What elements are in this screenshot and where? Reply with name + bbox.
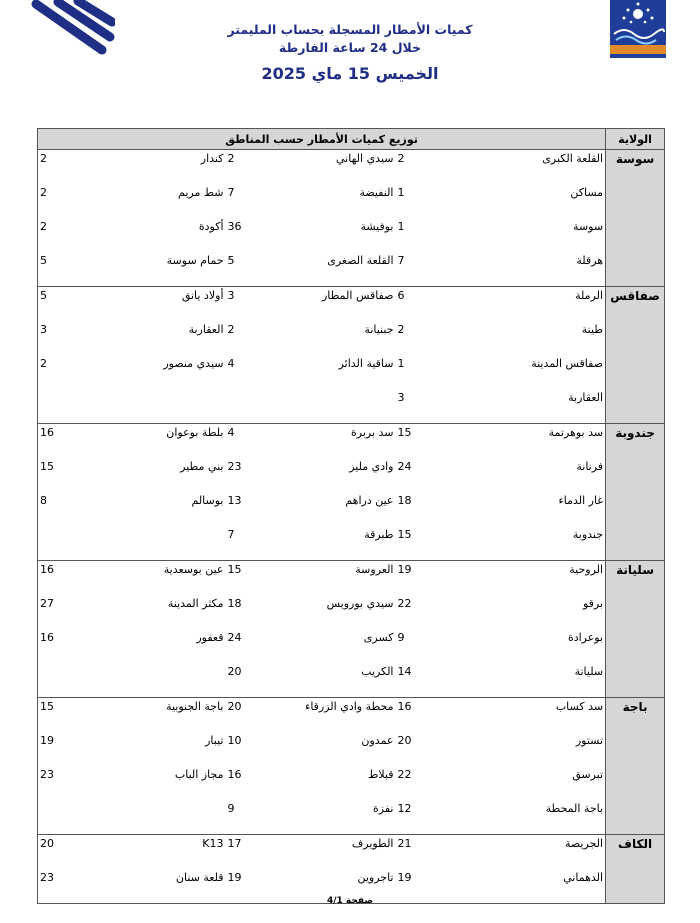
station-name: برقو [582,597,604,610]
station-name: أكودة [198,220,224,233]
rainfall-value: 14 [396,663,426,698]
rainfall-value: 13 [227,494,242,507]
rainfall-value: 7 [226,526,251,561]
distribution-header: توزيع كميات الأمطار حسب المناطق [38,129,606,150]
report-title: كميات الأمطار المسجلة بحساب المليمتر [227,22,473,37]
rainfall-value: 2 [397,323,405,336]
rainfall-value: 3 [396,389,426,424]
rainfall-value: 2 [226,150,251,185]
governorate-cell: جندوبة [606,424,665,561]
rainfall-value: 7 [396,252,426,287]
rainfall-value: 36 [227,220,242,233]
station-name: سوسة [573,220,604,233]
station-name: تستور [575,734,604,747]
table-row [38,561,665,596]
rainfall-value: 17 [226,835,251,870]
station-name: الروحية [426,561,606,596]
station-name: قعفور [196,631,224,644]
rainfall-value: 21 [396,835,426,870]
rainfall-value: 3 [38,321,81,355]
table-row [38,252,665,287]
page-number: صفحة 4/1 [326,896,374,906]
rainfall-value: 2 [38,355,81,389]
governorate-cell: سوسة [606,150,665,287]
rainfall-value: 1 [397,357,405,370]
rainfall-value: 15 [396,424,426,459]
decorative-stripes [30,0,115,70]
table-row [38,526,665,561]
table-row [38,218,665,252]
station-name: تيبار [205,734,224,747]
rainfall-value: 22 [397,597,412,610]
rainfall-value: 5 [38,252,81,287]
rainfall-value: 1 [397,186,405,199]
station-name: صفاقس المطار [251,287,396,322]
station-name: بني مطير [180,460,224,473]
rainfall-value: 1 [397,220,405,233]
station-name: نفزة [251,800,396,835]
table-row [38,492,665,526]
rainfall-value: 24 [397,460,412,473]
table-row [38,424,665,459]
station-name: بوسالم [191,494,224,507]
station-name: بلطة بوعوان [81,424,226,459]
rainfall-value: 23 [38,869,81,904]
table-row [38,184,665,218]
station-name: العروسة [251,561,396,596]
rainfall-value: 22 [397,768,412,781]
governorate-cell: صفاقس [606,287,665,424]
station-name: سد كساب [426,698,606,733]
station-name: القلعة الكبرى [426,150,606,185]
rainfall-value: 20 [397,734,412,747]
station-name: سد بوهرتمة [426,424,606,459]
station-name: بوعرادة [567,631,604,644]
station-name: النفيضة [359,186,394,199]
table-row [38,629,665,663]
station-name: كسرى [363,631,394,644]
station-name [251,389,396,424]
table-row [38,732,665,766]
station-name: الجريصة [426,835,606,870]
station-name: فرنانة [576,460,604,473]
rainfall-value: 16 [38,561,81,596]
rainfall-value: 20 [226,698,251,733]
station-name [81,526,226,561]
rainfall-value: 19 [226,869,251,904]
table-row [38,663,665,698]
station-name: القلعة الصغرى [251,252,396,287]
table-row [38,835,665,870]
station-name: K13 [81,835,226,870]
report-subtitle: خلال 24 ساعة الفارطة [278,40,422,55]
rainfall-value: 15 [38,458,81,492]
rainfall-value: 18 [397,494,412,507]
station-name: سيدي الهاني [251,150,396,185]
station-name: عين دراهم [345,494,394,507]
station-name: عمدون [361,734,394,747]
station-name: سد بربرة [251,424,396,459]
station-name: سيدي بورويس [326,597,394,610]
rainfall-value: 2 [396,150,426,185]
rainfall-value [38,526,81,561]
rainfall-value: 9 [397,631,405,644]
table-row [38,766,665,800]
station-name: باجة الجنوبية [81,698,226,733]
rainfall-value: 6 [396,287,426,322]
station-name: هرقلة [426,252,606,287]
governorate-cell: الكاف [606,835,665,904]
station-name: جندوبة [426,526,606,561]
rainfall-value: 2 [38,184,81,218]
rainfall-value: 5 [38,287,81,322]
station-name: طينة [581,323,604,336]
station-name: صفاقس المدينة [531,357,604,370]
governorate-cell: باجة [606,698,665,835]
station-name: مساكن [570,186,604,199]
rainfall-value [226,389,251,424]
rainfall-value: 4 [226,424,251,459]
table-row [38,355,665,389]
rainfall-value [38,800,81,835]
rainfall-value: 23 [38,766,81,800]
station-name: باجة المحطة [426,800,606,835]
table-row [38,150,665,185]
table-row [38,458,665,492]
station-name: سليانة [426,663,606,698]
station-name: ساقية الدائر [338,357,394,370]
rainfall-value: 18 [227,597,242,610]
station-name: قلعة سنان [81,869,226,904]
station-name: كندار [81,150,226,185]
rainfall-table [37,128,665,904]
station-name [81,663,226,698]
rainfall-value: 8 [38,492,81,526]
rainfall-value: 27 [38,595,81,629]
table-body [38,150,665,904]
rainfall-value: 2 [38,150,81,185]
station-name: سيدي منصور [163,357,224,370]
station-name: وادي مليز [349,460,394,473]
station-name: عين بوسعدية [81,561,226,596]
rainfall-value: 9 [226,800,251,835]
rainfall-value: 4 [227,357,235,370]
station-name: جبنيانة [364,323,394,336]
table-row [38,595,665,629]
rainfall-value: 10 [227,734,242,747]
station-name: العقاربة [188,323,224,336]
rainfall-value [38,663,81,698]
rainfall-value: 24 [227,631,242,644]
station-name: الطويرف [251,835,396,870]
rainfall-value: 5 [226,252,251,287]
station-name: الدهماني [426,869,606,904]
station-name: تاجروين [251,869,396,904]
table-row [38,321,665,355]
station-name: بوفيشة [360,220,394,233]
rainfall-value: 2 [227,323,235,336]
station-name [81,389,226,424]
table-row [38,389,665,424]
rainfall-value: 12 [396,800,426,835]
institute-logo [610,0,666,58]
station-name: مجاز الباب [174,768,224,781]
station-name: العقاربة [426,389,606,424]
station-name: تبرسق [572,768,604,781]
rainfall-value: 20 [38,835,81,870]
station-name: مكثر المدينة [167,597,224,610]
station-name: حمام سوسة [81,252,226,287]
station-name: الكريب [251,663,396,698]
governorate-header: الولاية [606,129,665,150]
rainfall-value: 3 [226,287,251,322]
rainfall-value: 15 [38,698,81,733]
rainfall-value: 16 [396,698,426,733]
table-row [38,800,665,835]
rainfall-value: 16 [38,629,81,663]
rainfall-value: 7 [227,186,235,199]
station-name: شط مريم [178,186,224,199]
station-name: قبلاط [368,768,394,781]
rainfall-value: 19 [396,561,426,596]
station-name [81,800,226,835]
rainfall-value: 19 [38,732,81,766]
rainfall-value: 16 [227,768,242,781]
station-name: الرملة [426,287,606,322]
rainfall-value: 23 [227,460,242,473]
table-row [38,698,665,733]
rainfall-value: 15 [226,561,251,596]
rainfall-value: 15 [396,526,426,561]
rainfall-value: 2 [38,218,81,252]
governorate-cell: سليانة [606,561,665,698]
station-name: طبرقة [251,526,396,561]
rainfall-value [38,389,81,424]
station-name: أولاد يانق [81,287,226,322]
rainfall-value: 20 [226,663,251,698]
station-name: غار الدماء [558,494,604,507]
station-name: محطة وادي الزرقاء [251,698,396,733]
rainfall-value: 19 [396,869,426,904]
report-date: الخميس 15 ماي 2025 [261,64,439,83]
rainfall-value: 16 [38,424,81,459]
table-row [38,287,665,322]
